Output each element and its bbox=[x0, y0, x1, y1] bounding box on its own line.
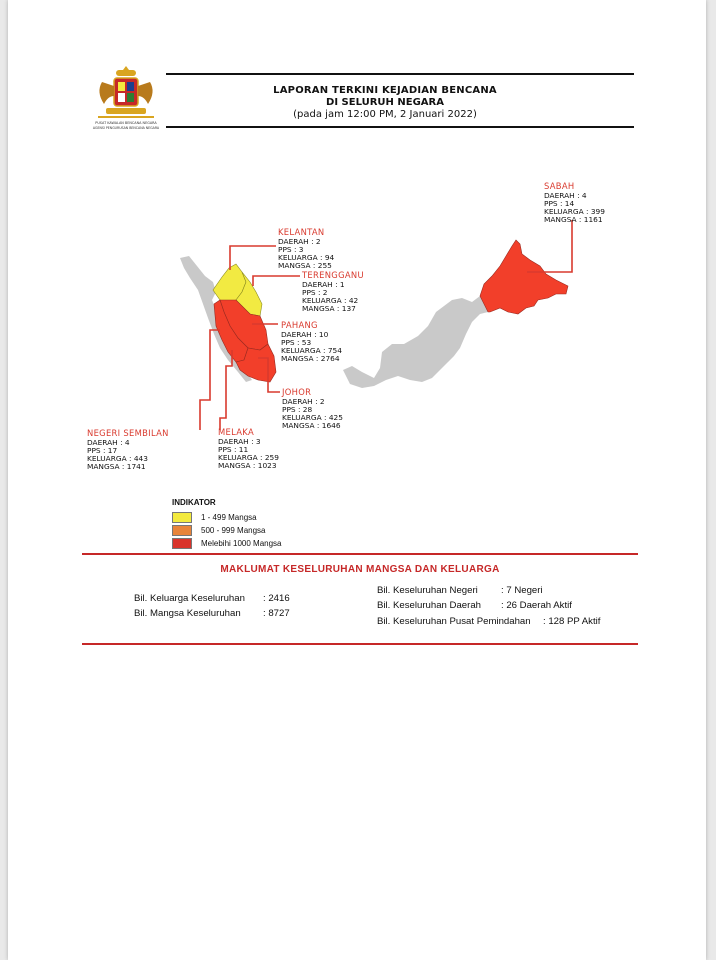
state-daerah: DAERAH : 3 bbox=[218, 436, 261, 446]
state-keluarga: KELUARGA : 94 bbox=[278, 252, 335, 262]
summary-top-rule bbox=[82, 553, 638, 555]
state-daerah: DAERAH : 10 bbox=[281, 329, 329, 339]
state-mangsa: MANGSA : 2764 bbox=[281, 354, 340, 364]
state-mangsa: MANGSA : 1741 bbox=[87, 462, 146, 472]
negeri-sembilan-leader-line bbox=[200, 330, 220, 430]
state-pps: PPS : 14 bbox=[544, 198, 575, 208]
legend-item-2 bbox=[172, 524, 266, 536]
state-keluarga: KELUARGA : 754 bbox=[281, 345, 342, 355]
pp-total-label: Bil. Keseluruhan Pusat Pemindahan bbox=[377, 616, 531, 627]
state-mangsa: MANGSA : 1646 bbox=[282, 421, 341, 431]
summary-title: MAKLUMAT KESELURUHAN MANGSA DAN KELUARGA bbox=[220, 564, 500, 575]
state-label-melaka bbox=[218, 428, 279, 470]
state-pps: PPS : 3 bbox=[278, 244, 304, 254]
state-mangsa: MANGSA : 255 bbox=[278, 261, 332, 271]
state-name: PAHANG bbox=[281, 320, 318, 330]
mangsa-total-value: : 8727 bbox=[263, 608, 290, 619]
state-pps: PPS : 11 bbox=[218, 444, 249, 454]
legend-item-1 bbox=[172, 511, 257, 523]
state-name: JOHOR bbox=[282, 387, 312, 397]
state-label-kelantan bbox=[278, 228, 334, 270]
state-keluarga: KELUARGA : 443 bbox=[87, 453, 148, 463]
state-daerah: DAERAH : 4 bbox=[544, 190, 587, 200]
mangsa-total-label: Bil. Mangsa Keseluruhan bbox=[134, 608, 241, 619]
daerah-total-value: : 26 Daerah Aktif bbox=[501, 600, 572, 611]
sabah-region bbox=[480, 240, 568, 314]
state-label-negeri-sembilan bbox=[87, 429, 169, 471]
state-daerah: DAERAH : 1 bbox=[302, 279, 345, 289]
state-pps: PPS : 53 bbox=[281, 337, 312, 347]
terengganu-leader-line bbox=[253, 276, 300, 286]
legend-label: 1 - 499 Mangsa bbox=[201, 512, 257, 522]
state-name: MELAKA bbox=[218, 427, 254, 437]
sarawak-region bbox=[343, 296, 488, 388]
logo-caption-line1: PUSAT KAWALAN BENCANA NEGARA bbox=[95, 121, 157, 125]
state-mangsa: MANGSA : 137 bbox=[302, 304, 356, 314]
legend-swatch-orange bbox=[172, 525, 192, 536]
keluarga-total-label: Bil. Keluarga Keseluruhan bbox=[134, 593, 245, 604]
state-label-sabah bbox=[544, 182, 605, 224]
legend-label: 500 - 999 Mangsa bbox=[201, 525, 266, 535]
state-pps: PPS : 17 bbox=[87, 445, 118, 455]
state-label-pahang bbox=[281, 321, 342, 363]
negeri-total-label: Bil. Keseluruhan Negeri bbox=[377, 585, 478, 596]
legend-title: INDIKATOR bbox=[172, 498, 216, 507]
state-pps: PPS : 2 bbox=[302, 287, 328, 297]
report-title-line1: LAPORAN TERKINI KEJADIAN BENCANA bbox=[273, 85, 497, 96]
negeri-total-value: : 7 Negeri bbox=[501, 585, 543, 596]
state-mangsa: MANGSA : 1023 bbox=[218, 461, 277, 471]
state-label-terengganu bbox=[302, 271, 364, 313]
legend-item-3 bbox=[172, 537, 282, 549]
report-title-line2: DI SELURUH NEGARA bbox=[326, 97, 444, 108]
state-label-johor bbox=[282, 388, 343, 430]
state-keluarga: KELUARGA : 425 bbox=[282, 412, 343, 422]
state-name: KELANTAN bbox=[278, 227, 325, 237]
legend-swatch-red bbox=[172, 538, 192, 549]
daerah-total-label: Bil. Keseluruhan Daerah bbox=[377, 600, 481, 611]
state-mangsa: MANGSA : 1161 bbox=[544, 215, 603, 225]
state-daerah: DAERAH : 2 bbox=[282, 396, 325, 406]
keluarga-total-value: : 2416 bbox=[263, 593, 290, 604]
state-keluarga: KELUARGA : 42 bbox=[302, 295, 359, 305]
state-keluarga: KELUARGA : 399 bbox=[544, 206, 605, 216]
state-keluarga: KELUARGA : 259 bbox=[218, 452, 279, 462]
pp-total-value: : 128 PP Aktif bbox=[543, 616, 601, 627]
state-name: SABAH bbox=[544, 181, 575, 191]
legend-label: Melebihi 1000 Mangsa bbox=[201, 538, 282, 548]
summary-bottom-rule bbox=[82, 643, 638, 645]
state-daerah: DAERAH : 4 bbox=[87, 437, 130, 447]
state-name: TERENGGANU bbox=[302, 270, 364, 280]
state-pps: PPS : 28 bbox=[282, 404, 313, 414]
logo-caption-line2: AGENSI PENGURUSAN BENCANA NEGARA bbox=[92, 126, 160, 130]
state-daerah: DAERAH : 2 bbox=[278, 236, 321, 246]
report-subtitle: (pada jam 12:00 PM, 2 Januari 2022) bbox=[293, 109, 477, 120]
state-name: NEGERI SEMBILAN bbox=[87, 428, 169, 438]
legend-swatch-yellow bbox=[172, 512, 192, 523]
